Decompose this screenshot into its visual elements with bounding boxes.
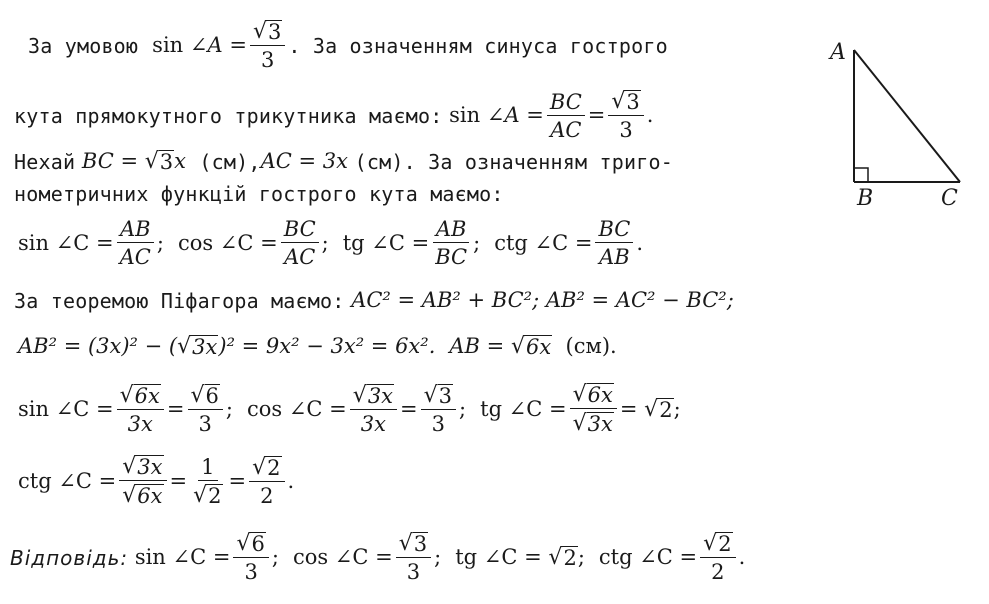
text: нометричних функцій гострого кута маємо: — [14, 182, 504, 206]
tg-c: tg ∠C = — [455, 545, 542, 570]
semicolon: ; — [673, 396, 681, 421]
fraction: √ 3x √ 6x — [119, 455, 166, 507]
equals: = — [619, 396, 638, 421]
equals: = — [169, 468, 188, 493]
equals: = — [228, 468, 247, 493]
vertex-a-label: A — [830, 40, 846, 65]
tg-c: tg ∠C = — [480, 396, 567, 421]
sqrt-2: √ 2 — [644, 396, 673, 422]
fraction-ab-ac: $\frac{AB}{AC}$ — [117, 218, 154, 268]
fraction: √ 2 2 — [249, 456, 284, 507]
text: За теоремою Піфагора маємо: — [14, 288, 345, 313]
fraction-bc-ac: $\frac{BC}{AC}$ — [547, 91, 585, 141]
fraction: √ 6x √ 3x — [570, 383, 617, 435]
vertex-c-label: C — [941, 186, 958, 211]
cos-c: cos ∠C = — [246, 396, 347, 421]
semicolon: ; — [225, 396, 233, 421]
fraction: √ 3x 3x — [350, 384, 397, 435]
line-trig — [14, 184, 504, 204]
expr-part: )² = 9x² − 3x² = 6x². — [218, 334, 436, 359]
sqrt-3x: √ 3x — [177, 334, 218, 360]
semicolon: ; — [473, 230, 481, 255]
fraction-ab-bc: $\frac{AB}{BC}$ — [432, 218, 470, 268]
sin-label: sin — [152, 33, 184, 58]
line-ab-squared — [18, 335, 617, 358]
line-values — [18, 383, 681, 435]
fraction: √ 6 3 — [188, 384, 223, 435]
sin-c: sin ∠C = — [18, 396, 114, 421]
period: . — [646, 103, 654, 128]
equals: = — [587, 103, 606, 128]
period: . — [636, 230, 644, 255]
text: кута прямокутного трикутника маємо: — [14, 103, 443, 128]
ctg-c: ctg ∠C = — [494, 230, 593, 255]
sqrt3: √ 3 — [144, 149, 174, 175]
semicolon: ; — [459, 396, 467, 421]
ab-eq: AB = — [449, 334, 505, 359]
fraction-bc-ac: $\frac{BC}{AC}$ — [281, 218, 319, 268]
sqrt-2: √ 2 — [548, 545, 577, 571]
line-ctg — [18, 455, 294, 507]
answer-label: Відповідь: — [10, 545, 129, 570]
fraction-bc-ab: $\frac{BC}{AB}$ — [595, 218, 633, 268]
text: Нехай — [14, 149, 76, 174]
expr-part: AB² = (3x)² − ( — [18, 334, 178, 359]
vertex-b-label: B — [857, 186, 874, 211]
line-answer — [10, 532, 745, 583]
period: . — [287, 468, 295, 493]
period: . — [738, 545, 746, 570]
cos-c: cos ∠C = — [177, 230, 278, 255]
sin-c: sin ∠C = — [18, 230, 114, 255]
fraction-sqrt3-over-3: √ 3 3 — [608, 90, 643, 141]
fraction: 1 √ 2 — [193, 454, 222, 508]
semicolon: ; — [271, 545, 279, 570]
ctg-c: ctg ∠C = — [18, 468, 117, 493]
ctg-c: ctg ∠C = — [598, 545, 698, 570]
text: (см). За означенням триго- — [354, 149, 673, 174]
bc-eq: BC = — [81, 149, 139, 174]
text: . За означенням синуса гострого — [288, 33, 668, 58]
sqrt-6x: √ 6x — [510, 334, 552, 360]
line-pythagoras — [14, 290, 734, 311]
right-angle-mark — [854, 168, 868, 182]
semicolon: ; — [434, 545, 442, 570]
equation-1: AC² = AB² + BC²; — [351, 288, 540, 312]
semicolon: ; — [156, 230, 164, 255]
sin-label: sin — [449, 103, 481, 128]
unit: (см). — [565, 334, 617, 359]
line-definitions — [18, 218, 643, 268]
var-x: x — [174, 149, 187, 174]
sin-c: sin ∠C = — [134, 545, 231, 570]
equals: = — [400, 396, 418, 421]
fraction: √ 3 3 — [396, 532, 431, 583]
angle-a: ∠A = — [189, 33, 247, 58]
text: За умовою — [28, 33, 139, 58]
fraction: √ 2 2 — [700, 532, 735, 583]
ac-eq: AC = 3x — [260, 149, 348, 174]
line-condition — [28, 20, 668, 71]
line-let — [14, 150, 673, 173]
fraction: √ 3 3 — [421, 384, 456, 435]
semicolon: ; — [321, 230, 329, 255]
equation-2: AB² = AC² − BC²; — [545, 288, 734, 312]
semicolon: ; — [577, 545, 585, 570]
line-definition — [14, 90, 653, 141]
angle-a: ∠A = — [486, 103, 544, 128]
cos-c: cos ∠C = — [292, 545, 393, 570]
equals: = — [166, 396, 185, 421]
tg-c: tg ∠C = — [342, 230, 430, 255]
fraction: √ 6x 3x — [117, 384, 164, 435]
side-ac — [854, 50, 960, 182]
fraction-sqrt3-over-3: √ 3 3 — [250, 20, 285, 71]
fraction: √ 6 3 — [233, 532, 268, 583]
text: (см), — [199, 149, 261, 174]
